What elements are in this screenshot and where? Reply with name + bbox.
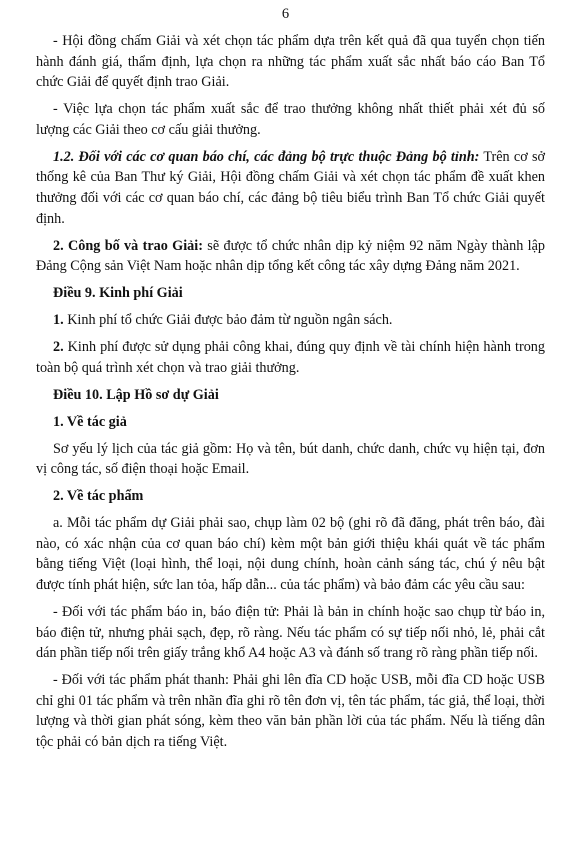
paragraph-lead: 2. <box>53 339 64 356</box>
paragraph-text: sẽ được tổ chức nhân dịp kỷ niệm 92 năm Ngày thành lập Đảng Cộng sản Việt Nam hoặc nhân dịp tổng kết công tác xây dựng Đảng năm 2021. <box>36 237 545 275</box>
paragraph-text: - Đối với tác phẩm phát thanh: Phải ghi lên đĩa CD hoặc USB, mỗi đĩa CD hoặc USB chỉ ghi 01 tác phẩm và trên nhãn đĩa ghi rõ tên đơn vị, tên tác phẩm, tác giả, thể loại, thời lượng và thời gian phát sóng, kèm theo văn bản phần lời của tác phẩm. Nếu là tiếng dân tộc phải có bản dịch ra tiếng Việt. <box>36 672 545 750</box>
paragraph-text: - Đối với tác phẩm báo in, báo điện tử: Phải là bản in chính hoặc sao chụp từ báo in, báo điện tử, nhưng phải sạch, đẹp, rõ ràng. Nếu tác phẩm có sự tiếp nối nhỏ, lẻ, phải cắt dán phần tiếp nối trên giấy trắng khổ A4 hoặc A3 và đánh số trang rõ ràng phần tiếp nối. <box>36 603 545 662</box>
paragraph-lead: 1. <box>53 312 64 329</box>
section-heading: Điều 10. Lập Hồ sơ dự Giải <box>53 386 219 403</box>
paragraph <box>36 602 545 664</box>
section-heading: Điều 9. Kinh phí Giải <box>53 285 183 302</box>
subsection-heading: 2. Về tác phẩm <box>53 488 144 505</box>
paragraph-text: Sơ yếu lý lịch của tác giả gồm: Họ và tên, bút danh, chức danh, chức vụ hiện tại, đơn vị công tác, số điện thoại hoặc Email. <box>36 440 545 478</box>
paragraph <box>36 310 545 331</box>
paragraph <box>36 670 545 752</box>
paragraph <box>36 439 545 480</box>
paragraph <box>36 337 545 378</box>
paragraph-text: Kinh phí tổ chức Giải được bảo đảm từ nguồn ngân sách. <box>63 312 393 329</box>
paragraph-lead: 2. Công bố và trao Giải: <box>53 237 203 254</box>
paragraph <box>36 236 545 277</box>
paragraph <box>36 513 545 595</box>
paragraph-text: - Việc lựa chọn tác phẩm xuất sắc để trao thưởng không nhất thiết phải xét đủ số lượng các Giải theo cơ cấu giải thưởng. <box>36 101 545 138</box>
paragraph-text: - Hội đồng chấm Giải và xét chọn tác phẩm dựa trên kết quả đã qua tuyển chọn tiến hành đánh giá, thẩm định, lựa chọn ra những tác phẩm xuất sắc nhất báo cáo Ban Tổ chức Giải để quyết định trao Giải. <box>36 33 545 91</box>
paragraph-text: Trên cơ sở thống kê của Ban Thư ký Giải, Hội đồng chấm Giải và xét chọn tác phẩm đề xuất khen thưởng đối với các cơ quan báo chí, các đảng bộ tiêu biểu trình Ban Tổ chức Giải quyết định. <box>36 148 545 227</box>
paragraph <box>36 31 545 93</box>
subsection-heading: 1. Về tác giả <box>53 413 127 430</box>
paragraph-text: a. Mỗi tác phẩm dự Giải phải sao, chụp làm 02 bộ (ghi rõ đã đăng, phát trên báo, đài nào, có xác nhận của cơ quan báo chí) kèm một bản giới thiệu khái quát về tác phẩm bằng tiếng Việt (loại hình, thể loại, nội dung chính, hoàn cảnh sáng tác, chú ý nêu bật được tính phát hiện, sức lan tỏa, hấp dẫn... của tác phẩm) và bảo đảm các yêu cầu sau: <box>36 515 545 593</box>
paragraph-text: Kinh phí được sử dụng phải công khai, đúng quy định về tài chính hiện hành trong toàn bộ quá trình xét chọn và trao giải thưởng. <box>36 339 545 376</box>
document-body <box>36 31 545 759</box>
page-number: 6 <box>281 6 290 22</box>
paragraph <box>36 99 545 140</box>
paragraph-lead: 1.2. Đối với các cơ quan báo chí, các đảng bộ trực thuộc Đảng bộ tỉnh: <box>53 148 480 165</box>
paragraph <box>36 147 545 229</box>
